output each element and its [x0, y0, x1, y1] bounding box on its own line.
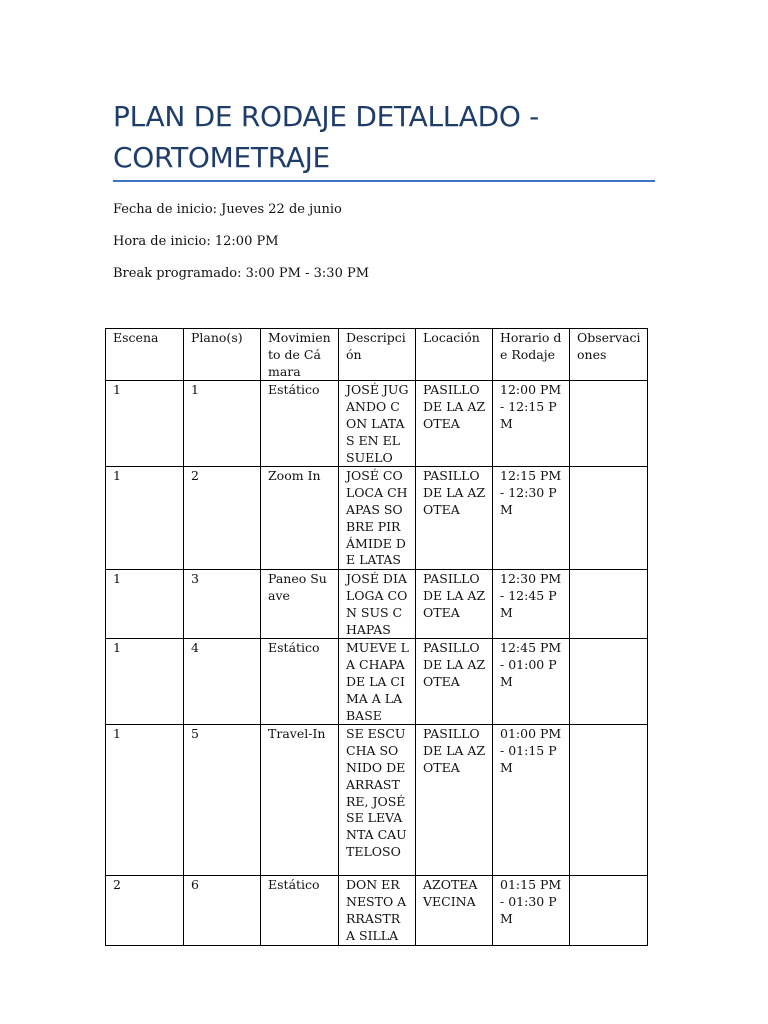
- cell-horario: 01:00 PM - 01:15 PM: [493, 725, 570, 876]
- cell-locacion: PASILLO DE LA AZOTEA: [416, 639, 493, 725]
- header-observaciones: Observaciones: [570, 329, 648, 381]
- cell-movimiento: Paneo Suave: [261, 570, 339, 639]
- header-horario-rodaje: Horario de Rodaje: [493, 329, 570, 381]
- start-time-text: Hora de inicio: 12:00 PM: [113, 234, 279, 249]
- document-title: PLAN DE RODAJE DETALLADO - CORTOMETRAJE: [113, 100, 539, 174]
- cell-locacion: PASILLO DE LA AZOTEA: [416, 570, 493, 639]
- table-row: [106, 570, 648, 639]
- cell-descripcion: SE ESCUCHA SONIDO DE ARRASTRE, JOSÉ SE LEVANTA CAUTELOSO: [339, 725, 416, 876]
- table-row: [106, 381, 648, 467]
- header-locacion: Locación: [416, 329, 493, 381]
- cell-locacion: PASILLO DE LA AZOTEA: [416, 381, 493, 467]
- cell-horario: 12:30 PM - 12:45 PM: [493, 570, 570, 639]
- cell-horario: 01:15 PM - 01:30 PM: [493, 876, 570, 945]
- cell-horario: 12:00 PM - 12:15 PM: [493, 381, 570, 467]
- cell-descripcion: MUEVE LA CHAPA DE LA CIMA A LA BASE: [339, 639, 416, 725]
- cell-descripcion: JOSÉ COLOCA CHAPAS SOBRE PIRÁMIDE DE LATAS: [339, 467, 416, 570]
- title-divider: [113, 180, 655, 182]
- cell-observaciones: [570, 639, 648, 725]
- cell-observaciones: [570, 725, 648, 876]
- cell-movimiento: Estático: [261, 876, 339, 945]
- cell-movimiento: Estático: [261, 639, 339, 725]
- cell-plano: 6: [184, 876, 261, 945]
- cell-locacion: PASILLO DE LA AZOTEA: [416, 725, 493, 876]
- cell-descripcion: DON ERNESTO ARRASTRA SILLA: [339, 876, 416, 945]
- header-escena: Escena: [106, 329, 184, 381]
- cell-observaciones: [570, 876, 648, 945]
- table-header-row: [106, 329, 648, 381]
- cell-movimiento: Estático: [261, 381, 339, 467]
- cell-plano: 4: [184, 639, 261, 725]
- table-row: [106, 467, 648, 570]
- cell-escena: 1: [106, 725, 184, 876]
- cell-horario: 12:45 PM - 01:00 PM: [493, 639, 570, 725]
- cell-descripcion: JOSÉ JUGANDO CON LATAS EN EL SUELO: [339, 381, 416, 467]
- cell-observaciones: [570, 381, 648, 467]
- cell-plano: 5: [184, 725, 261, 876]
- cell-escena: 2: [106, 876, 184, 945]
- cell-horario: 12:15 PM - 12:30 PM: [493, 467, 570, 570]
- cell-plano: 2: [184, 467, 261, 570]
- shooting-schedule-table: [105, 328, 648, 946]
- cell-movimiento: Travel-In: [261, 725, 339, 876]
- cell-locacion: AZOTEA VECINA: [416, 876, 493, 945]
- cell-descripcion: JOSÉ DIALOGA CON SUS CHAPAS: [339, 570, 416, 639]
- cell-escena: 1: [106, 570, 184, 639]
- table-row: [106, 876, 648, 945]
- cell-escena: 1: [106, 467, 184, 570]
- table-row: [106, 639, 648, 725]
- cell-plano: 3: [184, 570, 261, 639]
- header-descripcion: Descripción: [339, 329, 416, 381]
- start-date-text: Fecha de inicio: Jueves 22 de junio: [113, 202, 342, 217]
- table-row: [106, 725, 648, 876]
- cell-escena: 1: [106, 639, 184, 725]
- break-text: Break programado: 3:00 PM - 3:30 PM: [113, 266, 370, 281]
- header-planos: Plano(s): [184, 329, 261, 381]
- cell-plano: 1: [184, 381, 261, 467]
- header-movimiento-camara: Movimiento de Cámara: [261, 329, 339, 381]
- cell-observaciones: [570, 467, 648, 570]
- cell-observaciones: [570, 570, 648, 639]
- cell-movimiento: Zoom In: [261, 467, 339, 570]
- cell-escena: 1: [106, 381, 184, 467]
- cell-locacion: PASILLO DE LA AZOTEA: [416, 467, 493, 570]
